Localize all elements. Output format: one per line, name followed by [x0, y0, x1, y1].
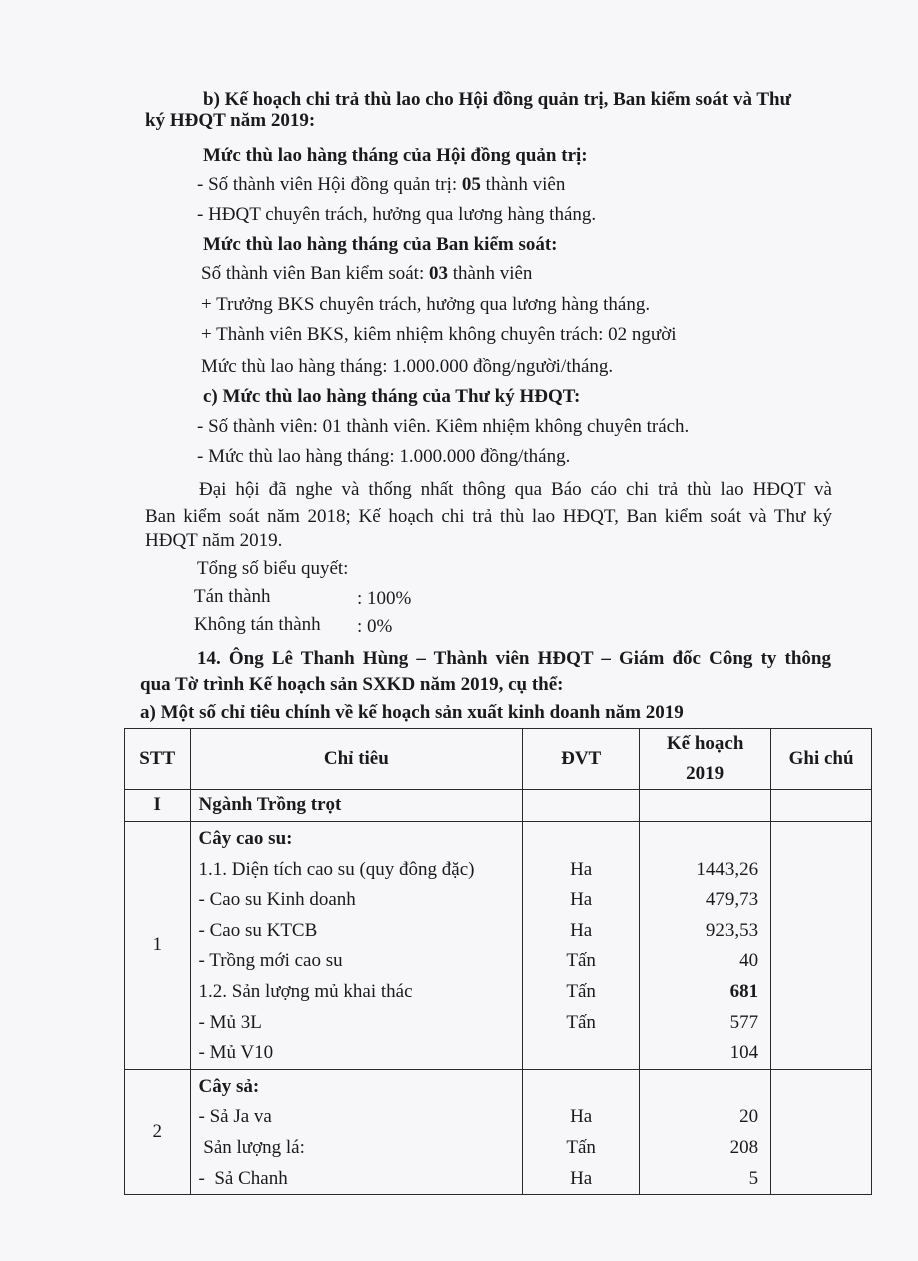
row-1-values	[640, 822, 771, 1070]
secretary-members: - Số thành viên: 01 thành viên. Kiêm nhiệm không chuyên trách.	[197, 416, 690, 437]
board-fulltime: - HĐQT chuyên trách, hưởng qua lương hàng tháng.	[197, 204, 597, 225]
supervisory-members	[201, 262, 532, 286]
row-2-values	[640, 1069, 771, 1194]
disagree-label: Không tán thành	[194, 614, 321, 635]
agree-value: : 100%	[357, 588, 412, 609]
supervisory-head: + Trưởng BKS chuyên trách, hưởng qua lương hàng tháng.	[201, 294, 651, 315]
list-item: - Cao su KTCB	[198, 919, 318, 941]
row-2-stt: 2	[125, 1069, 191, 1194]
approval-line1: Đại hội đã nghe và thống nhất thông qua Báo cáo chi trả thù lao HĐQT và	[199, 479, 832, 500]
row-1-stt: 1	[125, 822, 191, 1070]
agree-label: Tán thành	[194, 586, 271, 607]
list-item: - Sả Ja va	[198, 1106, 272, 1128]
item-14-line1: 14. Ông Lê Thanh Hùng – Thành viên HĐQT – Giám đốc Công ty thông	[197, 648, 831, 669]
list-item: 1.1. Diện tích cao su (quy đông đặc)	[198, 858, 475, 880]
secretary-pay: - Mức thù lao hàng tháng: 1.000.000 đồng/tháng.	[197, 446, 571, 467]
value-cell: 104	[729, 1042, 759, 1064]
unit-cell: Ha	[570, 858, 593, 880]
list-item: - Sả Chanh	[198, 1167, 288, 1189]
table-row	[125, 1069, 872, 1194]
unit-cell: Ha	[570, 889, 593, 911]
list-item: - Mủ 3L	[198, 1011, 262, 1033]
disagree-value: : 0%	[357, 616, 393, 637]
value-cell: 208	[729, 1136, 759, 1158]
supervisory-members-suffix: thành viên	[447, 263, 533, 284]
section-c-heading: c) Mức thù lao hàng tháng của Thư ký HĐQT:	[203, 386, 581, 407]
supervisory-members-prefix: Số thành viên Ban kiểm soát:	[201, 263, 429, 284]
unit-cell: Tấn	[566, 1136, 596, 1158]
table-row	[125, 790, 872, 822]
supervisory-parttime: + Thành viên BKS, kiêm nhiệm không chuyên trách: 02 người	[201, 324, 677, 345]
board-members-suffix: thành viên	[480, 174, 566, 195]
board-members	[197, 173, 565, 197]
row-2-note	[771, 1069, 872, 1194]
list-item: - Cao su Kinh doanh	[198, 889, 356, 911]
unit-cell: Tấn	[566, 980, 596, 1002]
header-indicator: Chỉ tiêu	[190, 729, 523, 790]
board-members-count: 05	[461, 174, 481, 195]
group-1-plan	[640, 790, 771, 822]
row-1-note	[771, 822, 872, 1070]
table-row	[125, 822, 872, 1070]
value-cell: 20	[739, 1106, 759, 1128]
list-item: 1.2. Sản lượng mủ khai thác	[198, 980, 413, 1002]
unit-cell: Tấn	[566, 1011, 596, 1033]
value-cell: 923,53	[705, 919, 759, 941]
row-1-indicators	[190, 822, 523, 1070]
group-1-unit	[523, 790, 640, 822]
row-2-units	[523, 1069, 640, 1194]
supervisory-members-count: 03	[428, 263, 448, 284]
header-plan-line1: Kế hoạch	[666, 733, 744, 754]
header-unit: ĐVT	[523, 729, 640, 790]
unit-cell: Ha	[570, 1106, 593, 1128]
board-members-prefix: - Số thành viên Hội đồng quản trị:	[197, 174, 462, 195]
row-1-units	[523, 822, 640, 1070]
list-item: - Trồng mới cao su	[198, 950, 343, 972]
header-plan	[640, 729, 771, 790]
supervisory-pay: Mức thù lao hàng tháng: 1.000.000 đồng/người/tháng.	[201, 356, 614, 377]
item-14-subheading: a) Một số chỉ tiêu chính về kế hoạch sản xuất kinh doanh năm 2019	[140, 702, 684, 723]
group-1-name: Ngành Trồng trọt	[190, 790, 523, 822]
item-14-line2: qua Tờ trình Kế hoạch sản SXKD năm 2019, cụ thể:	[140, 674, 564, 695]
production-plan-table	[124, 728, 872, 1195]
header-plan-line2: 2019	[686, 763, 725, 784]
unit-cell: Ha	[570, 919, 593, 941]
value-cell: 681	[729, 980, 759, 1002]
board-heading: Mức thù lao hàng tháng của Hội đồng quản trị:	[203, 145, 588, 166]
header-stt: STT	[125, 729, 191, 790]
group-1-note	[771, 790, 872, 822]
row-1-heading: Cây cao su:	[198, 828, 293, 849]
row-2-heading: Cây sả:	[198, 1075, 260, 1097]
unit-cell: Tấn	[566, 950, 596, 972]
section-b-title-line1: b) Kế hoạch chi trả thù lao cho Hội đồng quản trị, Ban kiểm soát và Thư	[203, 89, 791, 110]
header-note: Ghi chú	[771, 729, 872, 790]
value-cell: 5	[748, 1167, 759, 1189]
list-item: - Mủ V10	[198, 1042, 274, 1064]
value-cell: 479,73	[705, 889, 759, 911]
total-votes-label: Tổng số biểu quyết:	[197, 558, 349, 579]
unit-cell: Ha	[570, 1167, 593, 1189]
row-2-indicators	[190, 1069, 523, 1194]
value-cell: 577	[729, 1011, 759, 1033]
section-b-title-line2: ký HĐQT năm 2019:	[145, 110, 316, 131]
supervisory-heading: Mức thù lao hàng tháng của Ban kiểm soát:	[203, 234, 558, 255]
approval-line2: Ban kiểm soát năm 2018; Kế hoạch chi trả thù lao HĐQT, Ban kiểm soát và Thư ký	[145, 506, 832, 527]
list-item: Sản lượng lá:	[198, 1136, 305, 1158]
approval-line3: HĐQT năm 2019.	[145, 530, 283, 551]
value-cell: 40	[739, 950, 759, 972]
value-cell: 1443,26	[696, 858, 759, 880]
table-header-row	[125, 729, 872, 790]
group-1-stt: I	[125, 790, 191, 822]
